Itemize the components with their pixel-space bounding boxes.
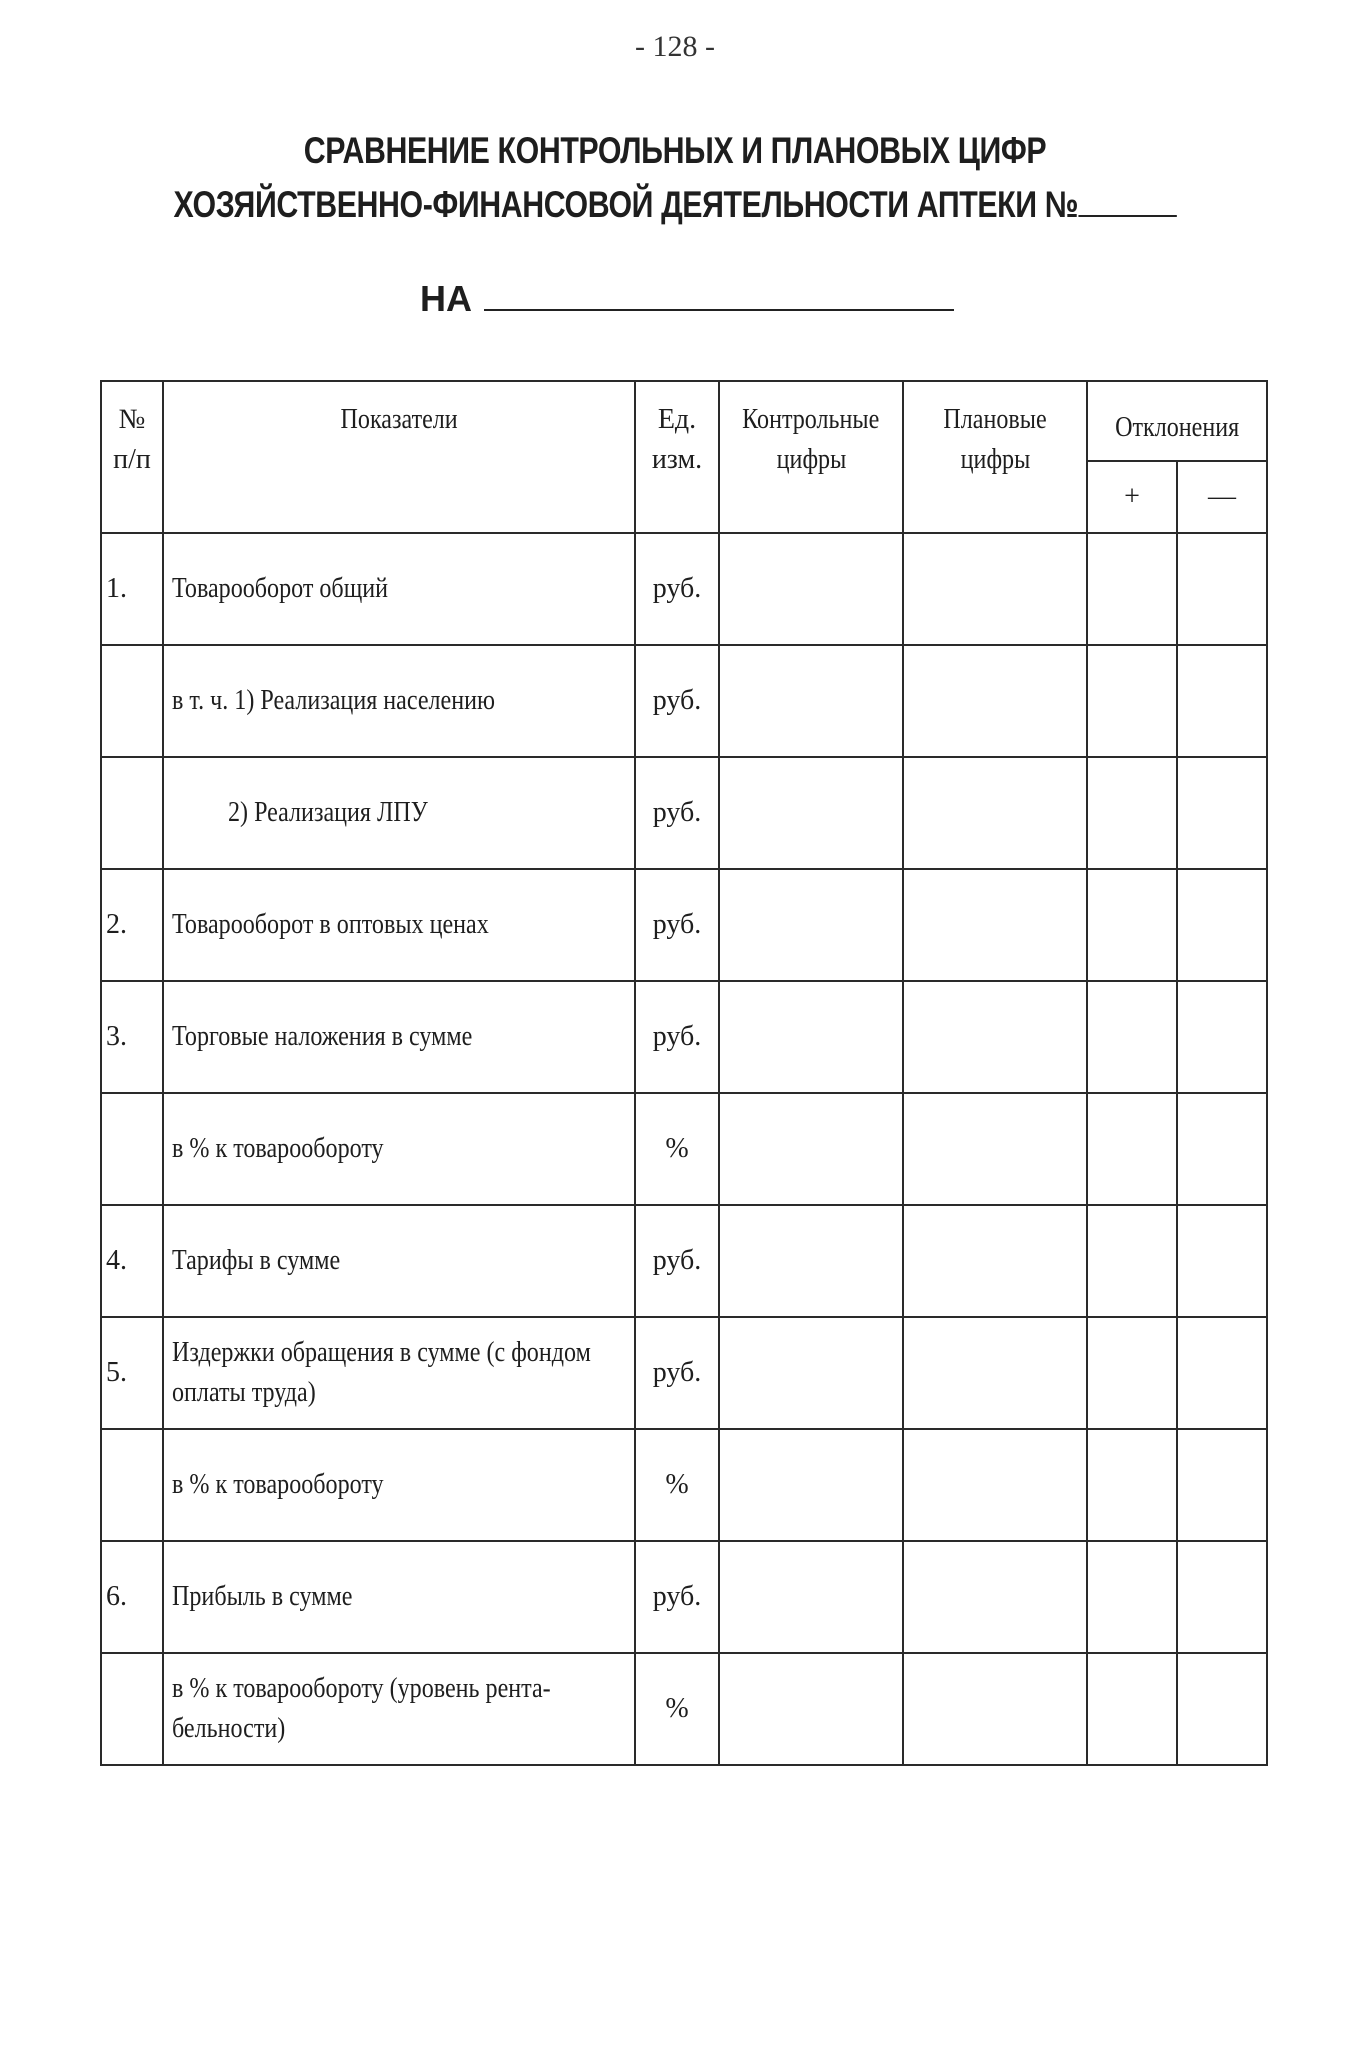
row-unit: руб.: [635, 757, 719, 869]
row-unit: руб.: [635, 645, 719, 757]
plan-value-cell[interactable]: [903, 645, 1087, 757]
row-indicator: [163, 757, 635, 869]
row-indicator: [163, 1541, 635, 1653]
row-indicator-text: в т. ч. 1) Реализация населению: [172, 685, 496, 716]
header-plan-line2: цифры: [960, 444, 1030, 475]
row-number: [101, 1429, 163, 1541]
table-row: [101, 981, 1267, 1093]
plan-value-cell[interactable]: [903, 1205, 1087, 1317]
table-body: [101, 533, 1267, 1765]
control-value-cell[interactable]: [719, 1541, 903, 1653]
header-unit-line1: Ед.: [657, 404, 697, 435]
page-number: - 128 -: [635, 30, 715, 63]
row-unit: руб.: [635, 1205, 719, 1317]
date-blank[interactable]: [484, 279, 954, 311]
title-line-2-text: ХОЗЯЙСТВЕННО-ФИНАНСОВОЙ ДЕЯТЕЛЬНОСТИ АПТЕКИ №: [173, 184, 1079, 225]
deviation-plus-cell[interactable]: [1087, 1093, 1177, 1205]
row-indicator: [163, 1205, 635, 1317]
header-control-line2: цифры: [776, 444, 846, 475]
plan-value-cell[interactable]: [903, 1093, 1087, 1205]
row-indicator: [163, 869, 635, 981]
table-row: [101, 645, 1267, 757]
deviation-minus-cell[interactable]: [1177, 869, 1267, 981]
comparison-table: [100, 380, 1268, 1766]
plan-value-cell[interactable]: [903, 1541, 1087, 1653]
deviation-plus-cell[interactable]: [1087, 757, 1177, 869]
row-unit: %: [635, 1653, 719, 1765]
deviation-plus-cell[interactable]: [1087, 981, 1177, 1093]
deviation-plus-cell[interactable]: [1087, 1317, 1177, 1429]
deviation-plus-cell[interactable]: [1087, 1429, 1177, 1541]
row-indicator: [163, 645, 635, 757]
header-deviations: [1087, 381, 1267, 461]
header-unit-line2: изм.: [651, 444, 703, 475]
deviation-minus-cell[interactable]: [1177, 645, 1267, 757]
table-row: [101, 1653, 1267, 1765]
row-indicator: [163, 1093, 635, 1205]
table-row: [101, 1093, 1267, 1205]
header-deviations-label: Отклонения: [1114, 412, 1240, 443]
deviation-minus-cell[interactable]: [1177, 1653, 1267, 1765]
header-control-line1: Контрольные: [742, 404, 880, 435]
deviation-minus-cell[interactable]: [1177, 1317, 1267, 1429]
header-row: [101, 381, 1267, 461]
title-line-2: [122, 178, 1229, 232]
row-indicator-text: Торговые наложения в сумме: [172, 1021, 473, 1052]
row-indicator: [163, 981, 635, 1093]
table-row: [101, 533, 1267, 645]
plan-value-cell[interactable]: [903, 869, 1087, 981]
row-indicator-text: Прибыль в сумме: [172, 1581, 353, 1612]
row-unit: руб.: [635, 869, 719, 981]
plan-value-cell[interactable]: [903, 533, 1087, 645]
control-value-cell[interactable]: [719, 1429, 903, 1541]
header-indicators-label: Показатели: [340, 404, 458, 435]
row-unit: руб.: [635, 1317, 719, 1429]
header-num-line1: №: [118, 404, 146, 435]
header-unit: [635, 381, 719, 533]
table-row: [101, 1541, 1267, 1653]
control-value-cell[interactable]: [719, 645, 903, 757]
plan-value-cell[interactable]: [903, 1317, 1087, 1429]
row-unit: %: [635, 1093, 719, 1205]
deviation-minus-cell[interactable]: [1177, 533, 1267, 645]
header-plus: +: [1087, 461, 1177, 533]
row-indicator: [163, 533, 635, 645]
row-indicator-text: Товарооборот общий: [172, 573, 389, 604]
row-unit: руб.: [635, 533, 719, 645]
header-control: [719, 381, 903, 533]
plan-value-cell[interactable]: [903, 1429, 1087, 1541]
table-row: [101, 1429, 1267, 1541]
row-unit: руб.: [635, 981, 719, 1093]
deviation-plus-cell[interactable]: [1087, 869, 1177, 981]
row-indicator-text: Тарифы в сумме: [172, 1245, 341, 1276]
title-line-1: СРАВНЕНИЕ КОНТРОЛЬНЫХ И ПЛАНОВЫХ ЦИФР: [303, 130, 1047, 171]
plan-value-cell[interactable]: [903, 1653, 1087, 1765]
date-label: НА: [420, 278, 472, 319]
header-minus: —: [1177, 461, 1267, 533]
row-number: [101, 645, 163, 757]
row-number: 1.: [101, 533, 163, 645]
row-indicator-text: в % к товарообороту (уровень рента-бельности): [172, 1673, 551, 1744]
header-num-line2: п/п: [113, 444, 151, 475]
deviation-plus-cell[interactable]: [1087, 1205, 1177, 1317]
row-indicator-text: Издержки обращения в сумме (с фондом оплаты труда): [172, 1337, 591, 1408]
control-value-cell[interactable]: [719, 1317, 903, 1429]
row-indicator-text: в % к товарообороту: [172, 1469, 384, 1500]
row-indicator: [163, 1653, 635, 1765]
header-num: [101, 381, 163, 533]
control-value-cell[interactable]: [719, 869, 903, 981]
control-value-cell[interactable]: [719, 533, 903, 645]
table-row: [101, 757, 1267, 869]
control-value-cell[interactable]: [719, 1205, 903, 1317]
deviation-minus-cell[interactable]: [1177, 1429, 1267, 1541]
deviation-plus-cell[interactable]: [1087, 533, 1177, 645]
pharmacy-number-blank[interactable]: [1078, 183, 1176, 217]
row-number: [101, 1653, 163, 1765]
row-unit: %: [635, 1429, 719, 1541]
row-indicator: [163, 1429, 635, 1541]
control-value-cell[interactable]: [719, 1653, 903, 1765]
deviation-plus-cell[interactable]: [1087, 1541, 1177, 1653]
row-number: [101, 1093, 163, 1205]
row-indicator-text: Товарооборот в оптовых ценах: [172, 909, 489, 940]
deviation-minus-cell[interactable]: [1177, 981, 1267, 1093]
header-indicators: [163, 381, 635, 533]
deviation-plus-cell[interactable]: [1087, 1653, 1177, 1765]
row-number: 3.: [101, 981, 163, 1093]
deviation-minus-cell[interactable]: [1177, 1205, 1267, 1317]
table-row: [101, 869, 1267, 981]
header-plan-line1: Плановые: [943, 404, 1047, 435]
row-indicator-text: 2) Реализация ЛПУ: [228, 797, 428, 828]
plan-value-cell[interactable]: [903, 981, 1087, 1093]
row-number: [101, 757, 163, 869]
row-number: 4.: [101, 1205, 163, 1317]
control-value-cell[interactable]: [719, 981, 903, 1093]
deviation-minus-cell[interactable]: [1177, 757, 1267, 869]
document-title: [122, 124, 1229, 232]
table-row: [101, 1317, 1267, 1429]
table-row: [101, 1205, 1267, 1317]
deviation-minus-cell[interactable]: [1177, 1541, 1267, 1653]
row-unit: руб.: [635, 1541, 719, 1653]
deviation-plus-cell[interactable]: [1087, 645, 1177, 757]
control-value-cell[interactable]: [719, 757, 903, 869]
control-value-cell[interactable]: [719, 1093, 903, 1205]
row-number: 2.: [101, 869, 163, 981]
plan-value-cell[interactable]: [903, 757, 1087, 869]
row-number: 6.: [101, 1541, 163, 1653]
header-plan: [903, 381, 1087, 533]
deviation-minus-cell[interactable]: [1177, 1093, 1267, 1205]
row-indicator-text: в % к товарообороту: [172, 1133, 384, 1164]
date-line: [420, 278, 954, 320]
row-indicator: [163, 1317, 635, 1429]
row-number: 5.: [101, 1317, 163, 1429]
